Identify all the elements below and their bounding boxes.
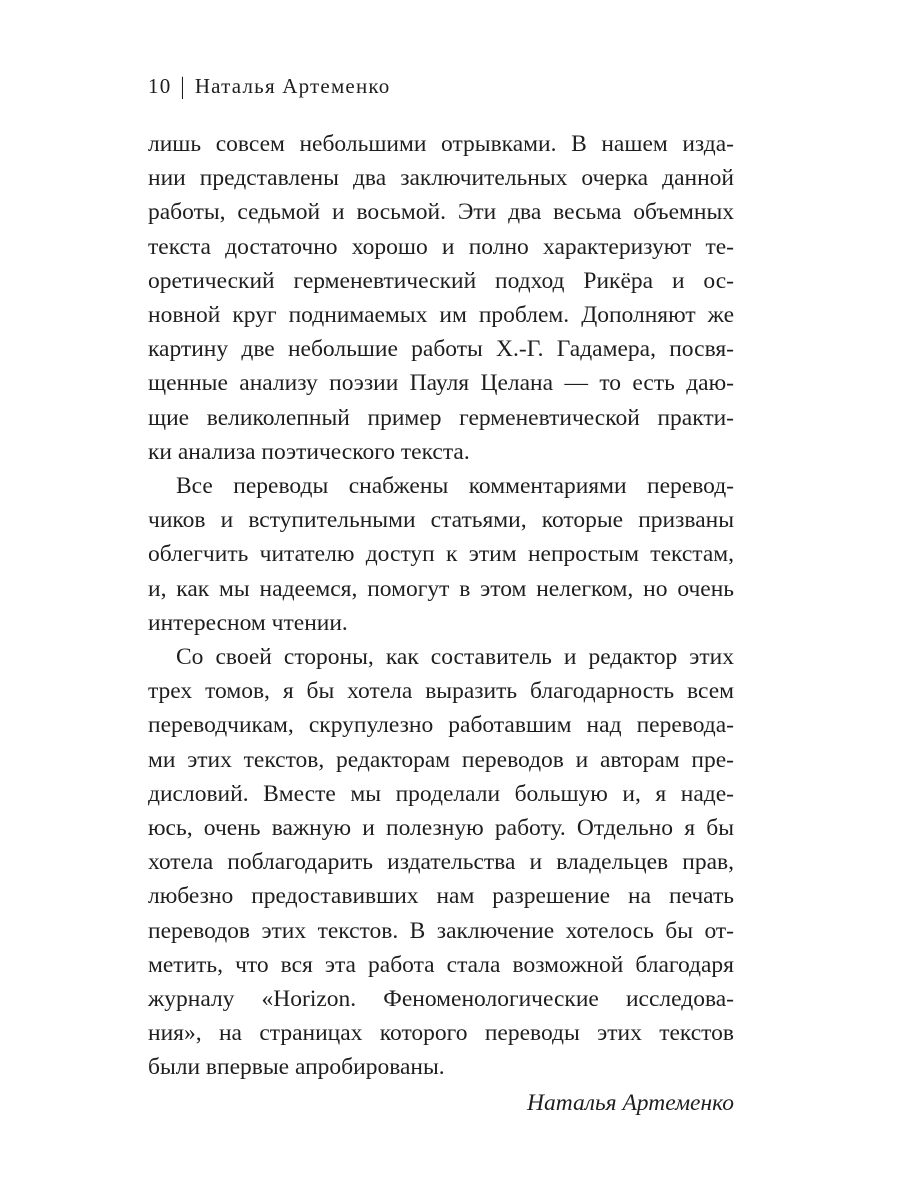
text-line: щенные анализу поэзии Пауля Целана — то есть даю- — [148, 370, 734, 397]
text-line: журналу «Horizon. Феноменологические исследова- — [148, 986, 734, 1013]
text-line: новной круг поднимаемых им проблем. Дополняют же — [148, 302, 734, 329]
text-line: Со своей стороны, как составитель и редактор этих — [176, 644, 734, 671]
text-line: облегчить читателю доступ к этим непростым текстам, — [148, 541, 734, 568]
running-header — [148, 74, 390, 99]
text-line: переводов этих текстов. В заключение хотелось бы от- — [148, 917, 734, 944]
text-line: Все переводы снабжены комментариями перевод- — [176, 473, 734, 500]
text-line: нии представлены два заключительных очерка данной — [148, 165, 734, 192]
text-line: юсь, очень важную и полезную работу. Отдельно я бы — [148, 815, 734, 842]
text-line: лишь совсем небольшими отрывками. В нашем изда- — [148, 131, 734, 157]
page-number: 10 — [148, 74, 172, 98]
text-line: щие великолепный пример герменевтической практи- — [148, 404, 734, 431]
running-title: Наталья Артеменко — [194, 74, 391, 98]
text-line: метить, что вся эта работа стала возможной благодаря — [148, 951, 734, 978]
text-line: текста достаточно хорошо и полно характеризуют те- — [148, 233, 734, 260]
text-line: ки анализа поэтического текста. — [148, 438, 470, 465]
text-line: работы, седьмой и восьмой. Эти два весьма объемных — [148, 199, 734, 226]
author-signature: Наталья Артеменко — [526, 1090, 734, 1116]
text-line: ния», на страницах которого переводы этих текстов — [148, 1020, 734, 1047]
text-line: трех томов, я бы хотела выразить благодарность всем — [148, 678, 734, 705]
text-line: интересном чтении. — [148, 609, 348, 636]
body-text — [148, 127, 734, 1085]
text-line: любезно предоставивших нам разрешение на печать — [148, 883, 734, 910]
text-line: картину две небольшие работы Х.-Г. Гадамера, посвя- — [148, 336, 734, 363]
text-line: и, как мы надеемся, помогут в этом нелегком, но очень — [148, 575, 734, 602]
text-line: чиков и вступительными статьями, которые призваны — [148, 507, 734, 534]
text-line: оретический герменевтический подход Рикёра и ос- — [148, 267, 734, 294]
text-line: хотела поблагодарить издательства и владельцев прав, — [148, 849, 734, 876]
text-line: были впервые апробированы. — [148, 1054, 445, 1081]
text-line: дисловий. Вместе мы проделали большую и, я наде- — [148, 780, 734, 807]
header-separator: | — [180, 72, 186, 100]
text-line: переводчикам, скрупулезно работавшим над перевода- — [148, 712, 734, 739]
text-line: ми этих текстов, редакторам переводов и авторам пре- — [148, 746, 734, 773]
